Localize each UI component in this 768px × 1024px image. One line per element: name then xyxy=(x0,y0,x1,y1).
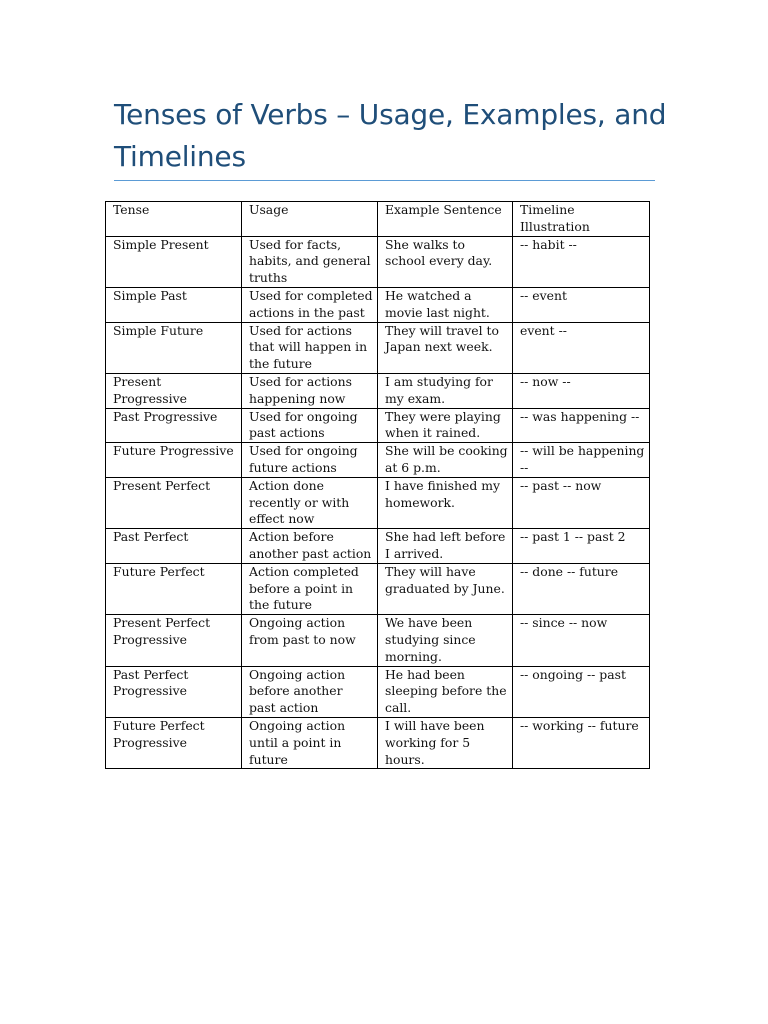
tense-cell: Past Perfect xyxy=(106,529,242,564)
table-row xyxy=(106,717,650,768)
tenses-table xyxy=(105,201,650,769)
example-cell: She will be cooking at 6 p.m. xyxy=(378,443,513,478)
tense-cell: Simple Past xyxy=(106,287,242,322)
example-cell: I am studying for my exam. xyxy=(378,373,513,408)
header-cell-example: Example Sentence xyxy=(378,202,513,237)
table-row xyxy=(106,408,650,443)
tense-cell: Present Progressive xyxy=(106,373,242,408)
document-title: Tenses of Verbs – Usage, Examples, and Timelines xyxy=(114,98,667,173)
tense-cell: Simple Present xyxy=(106,236,242,287)
table-row xyxy=(106,529,650,564)
table-row xyxy=(106,563,650,614)
usage-cell: Used for facts, habits, and general truths xyxy=(242,236,378,287)
table-row xyxy=(106,373,650,408)
usage-cell: Ongoing action from past to now xyxy=(242,615,378,666)
tense-cell: Simple Future xyxy=(106,322,242,373)
tense-cell: Past Perfect Progressive xyxy=(106,666,242,717)
timeline-cell: event -- xyxy=(513,322,650,373)
tense-cell: Present Perfect Progressive xyxy=(106,615,242,666)
timeline-cell: -- now -- xyxy=(513,373,650,408)
usage-cell: Used for ongoing future actions xyxy=(242,443,378,478)
timeline-cell: -- past 1 -- past 2 xyxy=(513,529,650,564)
table-header-row xyxy=(106,202,650,237)
timeline-cell: -- ongoing -- past xyxy=(513,666,650,717)
timeline-cell: -- done -- future xyxy=(513,563,650,614)
usage-cell: Used for actions that will happen in the future xyxy=(242,322,378,373)
table-row xyxy=(106,477,650,528)
header-cell-usage: Usage xyxy=(242,202,378,237)
example-cell: She walks to school every day. xyxy=(378,236,513,287)
timeline-cell: -- will be happening -- xyxy=(513,443,650,478)
table-row xyxy=(106,615,650,666)
example-cell: We have been studying since morning. xyxy=(378,615,513,666)
example-cell: I will have been working for 5 hours. xyxy=(378,717,513,768)
timeline-cell: -- working -- future xyxy=(513,717,650,768)
usage-cell: Action done recently or with effect now xyxy=(242,477,378,528)
tense-cell: Past Progressive xyxy=(106,408,242,443)
tense-cell: Present Perfect xyxy=(106,477,242,528)
usage-cell: Ongoing action until a point in future xyxy=(242,717,378,768)
example-cell: They will travel to Japan next week. xyxy=(378,322,513,373)
title-underline-rule xyxy=(114,180,655,181)
header-cell-tense: Tense xyxy=(106,202,242,237)
example-cell: He had been sleeping before the call. xyxy=(378,666,513,717)
usage-cell: Used for completed actions in the past xyxy=(242,287,378,322)
timeline-cell: -- past -- now xyxy=(513,477,650,528)
tense-cell: Future Perfect Progressive xyxy=(106,717,242,768)
timeline-cell: -- habit -- xyxy=(513,236,650,287)
usage-cell: Action before another past action xyxy=(242,529,378,564)
usage-cell: Used for ongoing past actions xyxy=(242,408,378,443)
timeline-cell: -- event xyxy=(513,287,650,322)
example-cell: She had left before I arrived. xyxy=(378,529,513,564)
timeline-cell: -- was happening -- xyxy=(513,408,650,443)
example-cell: He watched a movie last night. xyxy=(378,287,513,322)
header-cell-timeline: Timeline Illustration xyxy=(513,202,650,237)
usage-cell: Action completed before a point in the future xyxy=(242,563,378,614)
table-row xyxy=(106,666,650,717)
example-cell: They were playing when it rained. xyxy=(378,408,513,443)
table-row xyxy=(106,443,650,478)
table-row xyxy=(106,322,650,373)
usage-cell: Ongoing action before another past action xyxy=(242,666,378,717)
table-row xyxy=(106,236,650,287)
timeline-cell: -- since -- now xyxy=(513,615,650,666)
example-cell: They will have graduated by June. xyxy=(378,563,513,614)
example-cell: I have finished my homework. xyxy=(378,477,513,528)
usage-cell: Used for actions happening now xyxy=(242,373,378,408)
tense-cell: Future Perfect xyxy=(106,563,242,614)
tense-cell: Future Progressive xyxy=(106,443,242,478)
table-row xyxy=(106,287,650,322)
